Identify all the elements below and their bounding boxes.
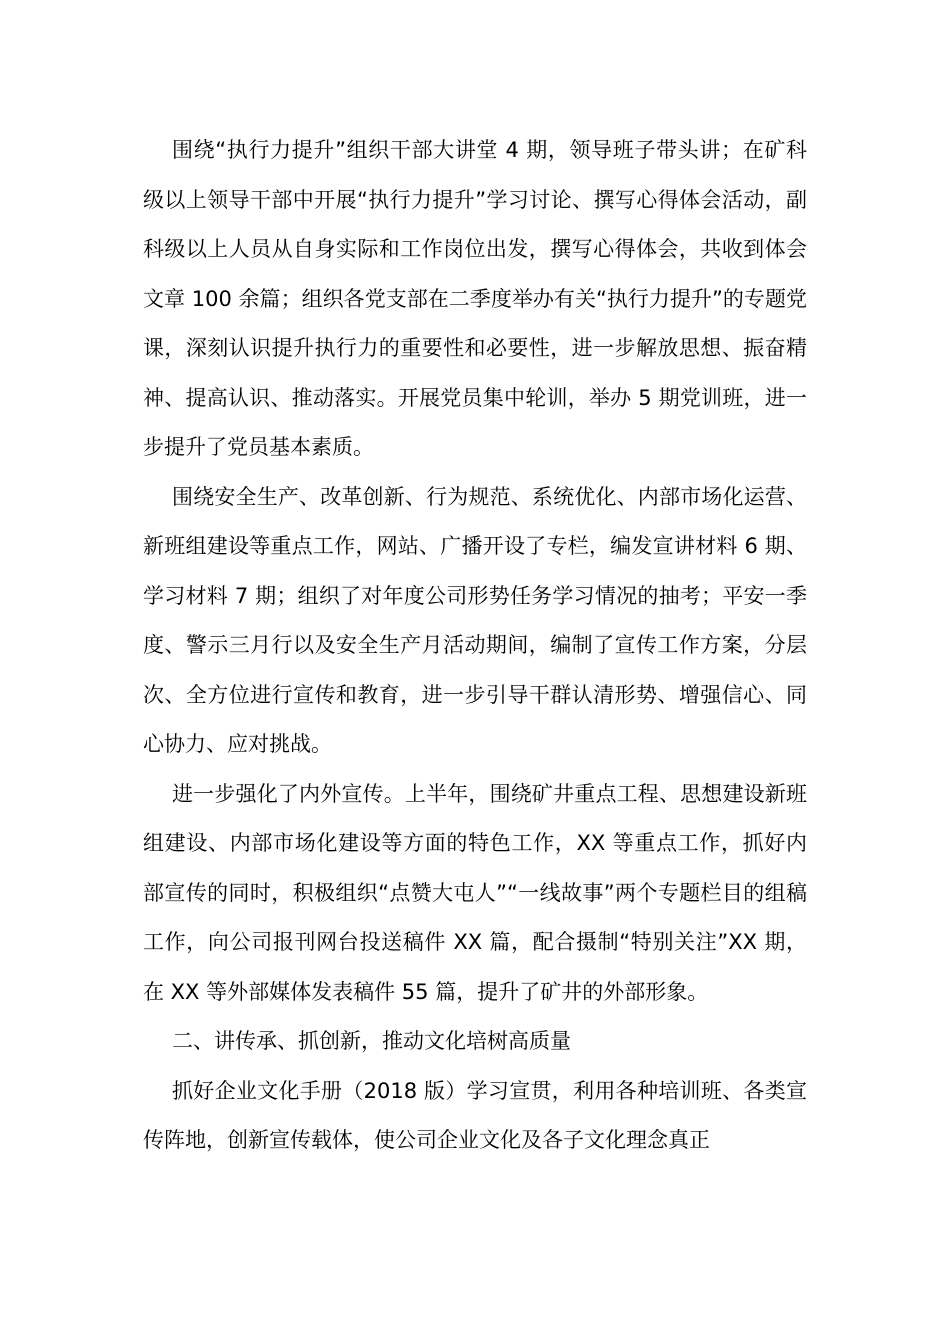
paragraph-external-publicity: 进一步强化了内外宣传。上半年，围绕矿井重点工程、思想建设新班组建设、内部市场化建设等方面的特色工作，XX 等重点工作，抓好内部宣传的同时，积极组织“点赞大屯人”“一线故事”两个专题栏目的组稿工作，向公司报刊网台投送稿件 XX 篇，配合摄制“特别关注”XX 期，在 XX 等外部媒体发表稿件 55 篇，提升了矿井的外部形象。 xyxy=(143,781,807,1004)
paragraph-culture-handbook: 抓好企业文化手册（2018 版）学习宣贯，利用各种培训班、各类宣传阵地，创新宣传载体，使公司企业文化及各子文化理念真正 xyxy=(143,1078,807,1152)
paragraph-key-work-publicity: 围绕安全生产、改革创新、行为规范、系统优化、内部市场化运营、新班组建设等重点工作，网站、广播开设了专栏，编发宣讲材料 6 期、学习材料 7 期；组织了对年度公司形势任务学习情况的抽考；平安一季度、警示三月行以及安全生产月活动期间，编制了宣传工作方案，分层次、全方位进行宣传和教育，进一步引导干群认清形势、增强信心、同心协力、应对挑战。 xyxy=(143,484,807,756)
document-page xyxy=(143,126,807,1166)
section-heading-culture: 二、讲传承、抓创新，推动文化培树高质量 xyxy=(172,1029,571,1053)
paragraph-executive-training: 围绕“执行力提升”组织干部大讲堂 4 期，领导班子带头讲；在矿科级以上领导干部中开展“执行力提升”学习讨论、撰写心得体会活动，副科级以上人员从自身实际和工作岗位出发，撰写心得体会，共收到体会文章 100 余篇；组织各党支部在二季度举办有关“执行力提升”的专题党课，深刻认识提升执行力的重要性和必要性，进一步解放思想、振奋精神、提高认识、推动落实。开展党员集中轮训，举办 5 期党训班，进一步提升了党员基本素质。 xyxy=(143,138,807,459)
